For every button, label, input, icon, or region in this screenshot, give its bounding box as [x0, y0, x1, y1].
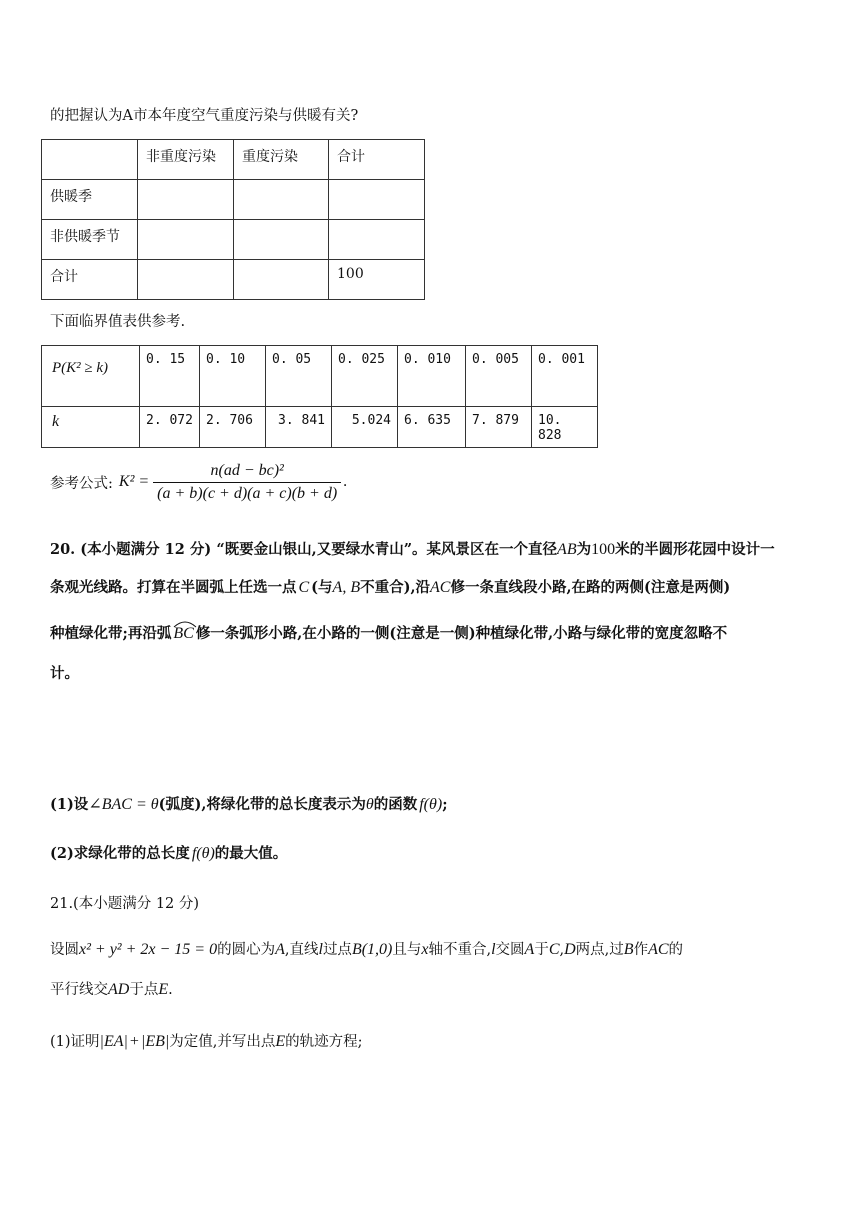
table-cell: 100	[329, 260, 425, 300]
formula-denominator: (a + b)(c + d)(a + c)(b + d)	[157, 484, 338, 502]
math-angle: ∠BAC = θ	[88, 796, 159, 813]
q20-text: 为	[576, 541, 592, 558]
q20-text: ;	[442, 796, 448, 813]
critical-value-table	[41, 345, 598, 448]
formula-label: 参考公式:	[50, 475, 113, 492]
q21-text: 过点	[322, 942, 352, 958]
q21-header: 21.(本小题满分 12 分)	[50, 896, 200, 912]
q20-text: 的最大值。	[214, 845, 288, 862]
critical-table-caption: 下面临界值表供参考.	[50, 314, 186, 330]
math-ab: AB	[557, 541, 577, 558]
q21-text: 于点	[129, 982, 159, 998]
table-cell: 3. 841	[266, 407, 332, 448]
q21-text: ,直线	[284, 942, 319, 958]
math-b-point: B(1,0)	[351, 941, 393, 958]
table-row	[42, 180, 425, 220]
p-label: P(K² ≥ k)	[52, 360, 109, 376]
table-row	[42, 260, 425, 300]
table-cell: 0. 010	[398, 346, 466, 407]
intro-line: 的把握认为A市本年度空气重度污染与供暖有关?	[50, 108, 359, 124]
q21-text: 两点,过	[575, 942, 624, 958]
q21-line-1	[50, 938, 683, 959]
q21-text: (1)证明	[50, 1034, 100, 1050]
math-x: x	[421, 941, 429, 958]
k-label-cell	[42, 407, 140, 448]
table-cell: 10. 828	[532, 407, 598, 448]
table-cell: 5.024	[332, 407, 398, 448]
q20-text: 种植绿化带;再沿弧	[50, 625, 172, 642]
table-cell	[138, 260, 234, 300]
p-label-cell	[42, 346, 140, 407]
q21-text: 设圆	[50, 942, 79, 958]
table-cell	[234, 180, 329, 220]
q21-text: 的轨迹方程;	[285, 1034, 363, 1050]
q21-text: 交圆	[495, 942, 525, 958]
formula-numerator: n(ad − bc)²	[153, 462, 341, 483]
math-plus: +	[129, 1033, 139, 1050]
q20-text: 不重合),沿	[360, 579, 431, 596]
formula-lhs: K² =	[118, 473, 150, 490]
q20-line-3	[50, 622, 727, 643]
table-cell	[138, 180, 234, 220]
table-cell	[138, 220, 234, 260]
math-bc: BC	[173, 625, 194, 642]
math-ac: AC	[648, 941, 669, 958]
math-c: C	[548, 941, 560, 958]
q20-text: (2)求绿化带的总长度	[50, 845, 190, 862]
q20-text: 修一条直线段小路,在路的两侧(注意是两侧)	[450, 579, 731, 596]
q21-text: 轴不重合,	[428, 942, 492, 958]
math-ea: |EA|	[99, 1033, 128, 1050]
q21-line-2	[50, 978, 173, 999]
table-cell: 0. 025	[332, 346, 398, 407]
q20-part-2	[50, 842, 287, 863]
math-f-theta: f(θ)	[191, 845, 215, 862]
arc-bc	[173, 625, 193, 643]
chi-square-formula	[50, 457, 347, 507]
math-d: D	[564, 941, 576, 958]
table-cell: 合计	[42, 260, 138, 300]
table-cell	[42, 140, 138, 180]
math-l: l	[318, 941, 323, 958]
table-cell: 7. 879	[466, 407, 532, 448]
math-eb: |EB|	[140, 1033, 170, 1050]
q20-text: (与	[311, 579, 333, 596]
math-a: A	[275, 941, 285, 958]
math-l: l	[491, 941, 496, 958]
q21-text: 为定值,并写出点	[169, 1034, 276, 1050]
table-row	[42, 407, 598, 448]
table-cell	[329, 180, 425, 220]
q21-text: 且与	[392, 942, 422, 958]
formula-fraction	[153, 462, 341, 503]
table-row	[42, 140, 425, 180]
table-cell: 2. 072	[140, 407, 200, 448]
math-c: C	[298, 579, 310, 596]
q20-line-4: 计。	[50, 665, 79, 682]
table-cell: 合计	[329, 140, 425, 180]
q21-text: 的	[668, 942, 684, 958]
q21-text: 的圆心为	[217, 942, 276, 958]
math-e: E	[158, 981, 169, 998]
math-100: 100	[591, 541, 616, 558]
math-f-theta: f(θ)	[419, 796, 443, 813]
math-ac: AC	[430, 579, 451, 596]
table-row	[42, 220, 425, 260]
formula-end: .	[343, 473, 348, 490]
math-b: B	[623, 941, 634, 958]
table-cell	[234, 260, 329, 300]
table-cell: 6. 635	[398, 407, 466, 448]
q20-line-2	[50, 576, 730, 597]
table-cell: 0. 05	[266, 346, 332, 407]
math-a: A	[524, 941, 535, 958]
math-circle-eq: x² + y² + 2x − 15 = 0	[79, 941, 218, 958]
q21-text: 作	[633, 942, 649, 958]
table-cell: 非重度污染	[138, 140, 234, 180]
q20-text: (1)设	[50, 796, 89, 813]
table-cell: 0. 15	[140, 346, 200, 407]
q20-text: 修一条弧形小路,在小路的一侧(注意是一侧)种植绿化带,小路与绿化带的宽度忽略不	[195, 625, 728, 642]
table-cell: 2. 706	[200, 407, 266, 448]
table-cell: 供暖季	[42, 180, 138, 220]
table-row	[42, 346, 598, 407]
q20-text: 20. (本小题满分 12 分) “既要金山银山,又要绿水青山”。某风景区在一个直径	[50, 541, 558, 558]
table-cell: 重度污染	[234, 140, 329, 180]
q21-text: ,	[559, 942, 565, 958]
q20-line-1	[50, 538, 775, 559]
math-ad: AD	[108, 981, 130, 998]
table-cell	[329, 220, 425, 260]
table-cell: 0. 005	[466, 346, 532, 407]
contingency-table	[41, 139, 425, 300]
q21-text: 于	[534, 942, 549, 958]
q21-text: .	[168, 982, 173, 998]
q20-text: 条观光线路。打算在半圆弧上任选一点	[50, 579, 297, 596]
q20-part-1	[50, 793, 448, 814]
q20-text: (弧度),将绿化带的总长度表示为	[158, 796, 366, 813]
math-theta: θ	[365, 796, 374, 813]
k-label: k	[52, 413, 60, 430]
math-ab-points: A, B	[332, 579, 361, 596]
q20-text: 的函数	[373, 796, 418, 813]
table-cell: 0. 001	[532, 346, 598, 407]
table-cell: 非供暖季节	[42, 220, 138, 260]
q21-part-1	[50, 1030, 363, 1051]
table-cell: 0. 10	[200, 346, 266, 407]
q21-text: 平行线交	[50, 982, 108, 998]
q20-text: 米的半圆形花园中设计一	[615, 541, 775, 558]
arc-icon	[173, 620, 197, 628]
table-cell	[234, 220, 329, 260]
math-e: E	[275, 1033, 286, 1050]
